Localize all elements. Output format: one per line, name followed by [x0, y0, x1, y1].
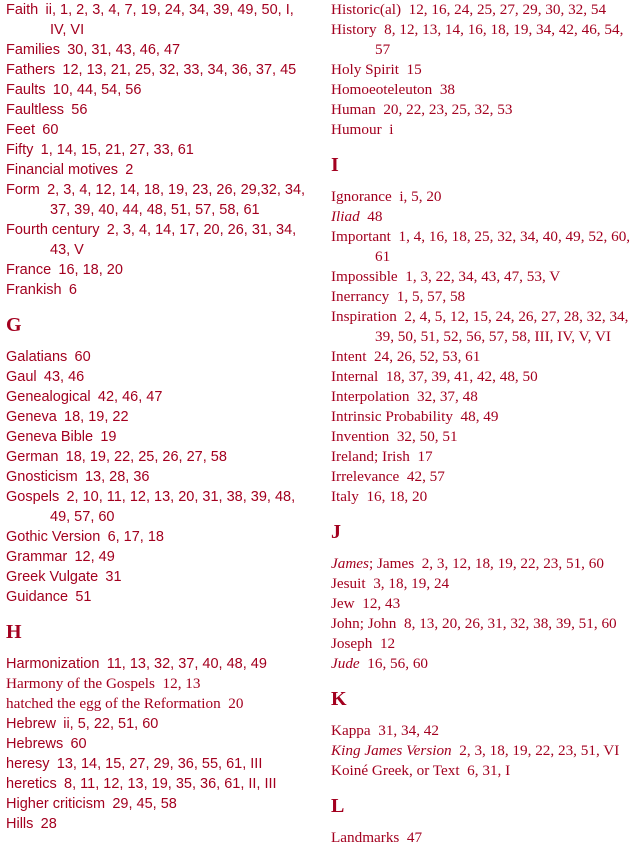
index-term: Guidance: [6, 589, 69, 605]
index-page-refs: 6, 17, 18: [107, 529, 164, 545]
index-block-l: [331, 828, 631, 848]
index-page-refs: 32, 37, 48: [417, 388, 478, 405]
index-entry: [6, 260, 312, 280]
index-entry: [6, 387, 312, 407]
index-page-refs: 51: [75, 589, 92, 605]
index-term: Hills: [6, 816, 34, 832]
index-page-refs: 32, 50, 51: [396, 428, 458, 445]
index-term: Gospels: [6, 489, 60, 505]
index-term: Human: [331, 101, 376, 118]
index-page-refs: i, 5, 20: [399, 188, 442, 205]
index-term: heresy: [6, 756, 50, 772]
index-entry: [331, 467, 631, 487]
index-entry: [6, 60, 312, 80]
index-page-refs: 13, 14, 15, 27, 29, 36, 55, 61, III: [56, 756, 263, 772]
index-page-refs: 43, 46: [43, 369, 85, 385]
index-term: Iliad: [331, 208, 360, 225]
index-entry: [6, 754, 312, 774]
index-page-refs: 17: [417, 448, 433, 465]
index-page-refs: ii, 1, 2, 3, 4, 7, 19, 24, 34, 39, 49, 50, I, IV, VI: [45, 2, 294, 38]
index-term: Galatians: [6, 349, 68, 365]
index-entry: [331, 447, 631, 467]
index-entry: [6, 280, 312, 300]
index-page-refs: i: [389, 121, 394, 138]
index-term: Genealogical: [6, 389, 91, 405]
index-page-refs: 11, 13, 32, 37, 40, 48, 49: [106, 656, 267, 672]
index-term: Ireland; Irish: [331, 448, 410, 465]
index-page-refs: 16, 18, 20: [366, 488, 428, 505]
index-term: Feet: [6, 122, 36, 138]
index-term: Interpolation: [331, 388, 410, 405]
index-entry: [6, 714, 312, 734]
index-block-k: [331, 721, 631, 781]
index-entry: [331, 207, 631, 227]
index-entry: [331, 307, 631, 347]
index-term: Gnosticism: [6, 469, 78, 485]
index-page-refs: 6, 31, I: [467, 762, 511, 779]
index-page-refs: 15: [406, 61, 422, 78]
index-entry: [331, 120, 631, 140]
index-page-refs: 3, 18, 19, 24: [373, 575, 450, 592]
index-page-refs: 18, 19, 22: [64, 409, 129, 425]
index-page-refs: 1, 3, 22, 34, 43, 47, 53, V: [405, 268, 561, 285]
index-term: Frankish: [6, 282, 62, 298]
index-entry: [331, 60, 631, 80]
index-entry: [6, 0, 312, 40]
index-page-refs: 42, 46, 47: [97, 389, 163, 405]
index-term: Internal: [331, 368, 379, 385]
index-entry: [6, 794, 312, 814]
index-term: History: [331, 21, 377, 38]
index-entry: [331, 80, 631, 100]
index-block-i: [331, 187, 631, 507]
index-entry: [331, 594, 631, 614]
index-entry: [6, 567, 312, 587]
index-term: Holy Spirit: [331, 61, 399, 78]
index-term: Historic(al): [331, 1, 402, 18]
letter-heading-k: K: [331, 688, 347, 710]
index-page-refs: 38: [439, 81, 456, 98]
index-page-refs: 48: [367, 208, 383, 225]
index-page-refs: 2, 10, 11, 12, 13, 20, 31, 38, 39, 48, 49, 57, 60: [50, 489, 296, 525]
index-page-refs: 48, 49: [460, 408, 499, 425]
index-page-refs: 29, 45, 58: [112, 796, 177, 812]
index-entry: [6, 80, 312, 100]
index-entry: [331, 574, 631, 594]
index-term: John; John: [331, 615, 397, 632]
index-entry: [6, 587, 312, 607]
index-term: Grammar: [6, 549, 68, 565]
index-term: Families: [6, 42, 60, 58]
index-page-refs: 30, 31, 43, 46, 47: [67, 42, 181, 58]
index-term: heretics: [6, 776, 57, 792]
index-page-refs: 8, 11, 12, 13, 19, 35, 36, 61, II, III: [64, 776, 277, 792]
index-block-g: [6, 347, 312, 607]
index-entry: [331, 487, 631, 507]
index-page-refs: 20: [228, 695, 244, 712]
index-term: Jude: [331, 655, 360, 672]
index-entry: [6, 547, 312, 567]
index-page-refs: 13, 28, 36: [84, 469, 150, 485]
index-term: Landmarks: [331, 829, 400, 846]
index-page-refs: 56: [71, 102, 88, 118]
index-page-refs: 12, 13, 21, 25, 32, 33, 34, 36, 37, 45: [62, 62, 297, 78]
index-page-refs: 12: [379, 635, 396, 652]
index-page-refs: 47: [406, 829, 423, 846]
index-column-left: [6, 0, 312, 834]
index-block-h-cont: [331, 0, 631, 140]
index-term: Harmony of the Gospels: [6, 675, 155, 692]
index-term: Jew: [331, 595, 355, 612]
letter-heading-l: L: [331, 795, 345, 817]
index-entry: [331, 367, 631, 387]
index-page-refs: 12, 49: [74, 549, 115, 565]
index-entry: [6, 814, 312, 834]
index-entry: [6, 407, 312, 427]
index-term-suffix: ; James: [368, 555, 415, 572]
index-entry: [6, 180, 312, 220]
index-term: Gaul: [6, 369, 37, 385]
index-page-refs: 16, 18, 20: [58, 262, 123, 278]
index-entry: [6, 674, 312, 694]
index-entry: [6, 774, 312, 794]
index-term: Fifty: [6, 142, 34, 158]
index-entry: [6, 694, 312, 714]
index-block-h: [6, 654, 312, 834]
index-term: Harmonization: [6, 656, 100, 672]
index-term: Intrinsic Probability: [331, 408, 453, 425]
index-page-refs: 10, 44, 54, 56: [52, 82, 142, 98]
index-page-refs: 18, 37, 39, 41, 42, 48, 50: [385, 368, 538, 385]
index-term: Impossible: [331, 268, 398, 285]
index-term: Hebrews: [6, 736, 64, 752]
index-page-refs: 2, 3, 4, 12, 14, 18, 19, 23, 26, 29,32, 34, 37, 39, 40, 44, 48, 51, 57, 58, 61: [47, 182, 306, 218]
index-entry: [331, 100, 631, 120]
index-block-j: [331, 554, 631, 674]
index-term: hatched the egg of the Reformation: [6, 695, 221, 712]
index-page-refs: 18, 19, 22, 25, 26, 27, 58: [65, 449, 227, 465]
index-term: King James Version: [331, 742, 452, 759]
index-page-refs: ii, 5, 22, 51, 60: [63, 716, 159, 732]
index-term: Financial motives: [6, 162, 119, 178]
index-page-refs: 31, 34, 42: [378, 722, 439, 739]
index-entry: [331, 20, 631, 60]
index-entry: [331, 287, 631, 307]
index-term: Italy: [331, 488, 359, 505]
index-term: Faults: [6, 82, 46, 98]
index-term: Faultless: [6, 102, 65, 118]
index-page-refs: 2, 3, 12, 18, 19, 22, 23, 51, 60: [421, 555, 604, 572]
index-page-refs: 28: [40, 816, 57, 832]
index-term: Jesuit: [331, 575, 366, 592]
index-term: Geneva Bible: [6, 429, 94, 445]
index-term: Invention: [331, 428, 390, 445]
index-term: Form: [6, 182, 40, 198]
index-term: Irrelevance: [331, 468, 400, 485]
index-page-refs: 12, 43: [362, 595, 401, 612]
index-entry: [331, 407, 631, 427]
index-page-refs: 60: [70, 736, 87, 752]
index-term: Koiné Greek, or Text: [331, 762, 460, 779]
index-term: France: [6, 262, 52, 278]
index-entry: [6, 40, 312, 60]
index-block-f: [6, 0, 312, 300]
index-entry: [6, 220, 312, 260]
index-page-refs: 8, 13, 20, 26, 31, 32, 38, 39, 51, 60: [404, 615, 617, 632]
index-term: Inspiration: [331, 308, 397, 325]
index-entry: [6, 734, 312, 754]
index-entry: [331, 828, 631, 848]
index-page-refs: 8, 12, 13, 14, 16, 18, 19, 34, 42, 46, 54, 57: [375, 21, 624, 58]
index-term: Higher criticism: [6, 796, 106, 812]
index-entry: [6, 160, 312, 180]
index-page-refs: 1, 5, 57, 58: [396, 288, 466, 305]
index-term: Homoeoteleuton: [331, 81, 433, 98]
index-page-refs: 6: [68, 282, 77, 298]
index-entry: [6, 347, 312, 367]
index-page-refs: 2, 4, 5, 12, 15, 24, 26, 27, 28, 32, 34, 39, 50, 51, 52, 56, 57, 58, III, IV, V, VI: [375, 308, 629, 345]
index-page-refs: 60: [42, 122, 59, 138]
index-entry: [331, 267, 631, 287]
index-entry: [331, 347, 631, 367]
index-entry: [6, 140, 312, 160]
index-term: Ignorance: [331, 188, 392, 205]
index-entry: [6, 527, 312, 547]
index-term: Geneva: [6, 409, 57, 425]
index-entry: [6, 427, 312, 447]
index-entry: [6, 654, 312, 674]
index-term: Gothic Version: [6, 529, 101, 545]
index-page-refs: 12, 16, 24, 25, 27, 29, 30, 32, 54: [408, 1, 607, 18]
letter-heading-j: J: [331, 521, 341, 543]
index-entry: [331, 227, 631, 267]
index-term: James: [331, 555, 369, 572]
index-entry: [331, 187, 631, 207]
index-entry: [331, 554, 631, 574]
index-term: Fourth century: [6, 222, 100, 238]
index-entry: [331, 634, 631, 654]
index-entry: [6, 367, 312, 387]
index-page-refs: 19: [100, 429, 117, 445]
index-entry: [6, 100, 312, 120]
index-page-refs: 60: [74, 349, 91, 365]
index-entry: [331, 761, 631, 781]
index-page-refs: 2: [125, 162, 134, 178]
index-term: Fathers: [6, 62, 56, 78]
index-page-refs: 20, 22, 23, 25, 32, 53: [383, 101, 513, 118]
index-term: Kappa: [331, 722, 371, 739]
index-term: German: [6, 449, 59, 465]
index-entry: [6, 467, 312, 487]
index-entry: [331, 654, 631, 674]
index-page-refs: 24, 26, 52, 53, 61: [374, 348, 481, 365]
index-entry: [331, 427, 631, 447]
index-term: Greek Vulgate: [6, 569, 99, 585]
index-page-refs: 1, 14, 15, 21, 27, 33, 61: [40, 142, 194, 158]
index-term: Inerrancy: [331, 288, 390, 305]
index-entry: [331, 614, 631, 634]
index-entry: [6, 487, 312, 527]
index-entry: [331, 387, 631, 407]
index-entry: [331, 0, 631, 20]
index-page-refs: 12, 13: [162, 675, 201, 692]
index-term: Intent: [331, 348, 367, 365]
index-term: Hebrew: [6, 716, 56, 732]
index-page-refs: 2, 3, 4, 14, 17, 20, 26, 31, 34, 43, V: [50, 222, 297, 258]
index-page-refs: 31: [105, 569, 122, 585]
index-term: Faith: [6, 2, 39, 18]
index-entry: [331, 741, 631, 761]
index-page-refs: 2, 3, 18, 19, 22, 23, 51, VI: [459, 742, 620, 759]
index-entry: [331, 721, 631, 741]
letter-heading-i: I: [331, 154, 339, 176]
letter-heading-g: G: [6, 314, 22, 336]
index-page-refs: 42, 57: [406, 468, 445, 485]
index-entry: [6, 447, 312, 467]
letter-heading-h: H: [6, 621, 22, 643]
index-term: Joseph: [331, 635, 373, 652]
index-term: Humour: [331, 121, 382, 138]
index-column-right: [331, 0, 631, 848]
index-page-refs: 16, 56, 60: [367, 655, 429, 672]
index-term: Important: [331, 228, 391, 245]
index-entry: [6, 120, 312, 140]
index-page-refs: 1, 4, 16, 18, 25, 32, 34, 40, 49, 52, 60, 61: [375, 228, 631, 265]
